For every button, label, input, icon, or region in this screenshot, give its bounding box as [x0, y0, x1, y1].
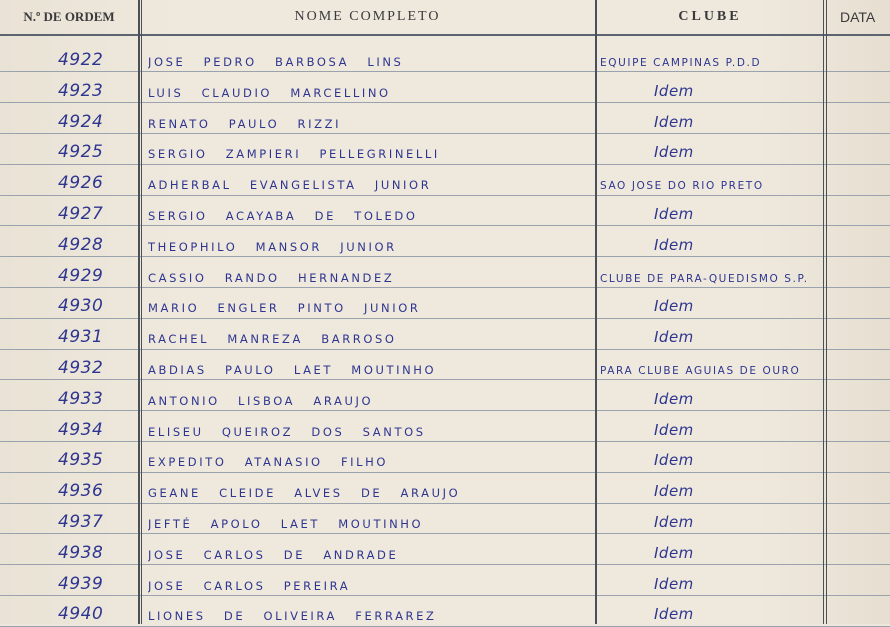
header-nome-completo: NOME COMPLETO — [294, 9, 441, 24]
order-number: 4926 — [58, 173, 104, 194]
full-name: ANTONIO LISBOA ARAUJO — [148, 393, 374, 408]
ledger-row — [0, 133, 890, 164]
ledger-row — [0, 226, 890, 257]
ledger-row — [0, 411, 890, 442]
ledger-row — [0, 164, 890, 195]
club-name: PARA CLUBE AGUIAS DE OURO — [600, 365, 801, 377]
full-name: RENATO PAULO RIZZI — [148, 116, 342, 131]
ledger-row — [0, 318, 890, 349]
full-name: ADHERBAL EVANGELISTA JUNIOR — [148, 178, 432, 193]
full-name: LIONES DE OLIVEIRA FERRAREZ — [148, 609, 437, 624]
column-divider-ordem-inner — [141, 0, 142, 624]
ledger-row — [0, 103, 890, 134]
header-clube: CLUBE — [678, 9, 742, 24]
full-name: SERGIO ZAMPIERI PELLEGRINELLI — [148, 147, 440, 162]
order-number: 4929 — [58, 265, 104, 286]
order-number: 4940 — [58, 604, 104, 625]
order-number: 4938 — [58, 542, 104, 563]
order-number: 4936 — [58, 481, 104, 502]
ledger-row — [0, 257, 890, 288]
order-number: 4934 — [58, 419, 104, 440]
ledger-row — [0, 441, 890, 472]
full-name: JOSE CARLOS DE ANDRADE — [148, 547, 399, 562]
column-divider-clube-inner — [826, 0, 827, 624]
order-number: 4923 — [58, 80, 104, 101]
full-name: GEANE CLEIDE ALVES DE ARAUJO — [148, 486, 461, 501]
full-name: ABDIAS PAULO LAET MOUTINHO — [148, 363, 437, 377]
club-name: Idem — [654, 143, 694, 162]
column-divider-clube — [823, 0, 824, 624]
full-name: RACHEL MANREZA BARROSO — [148, 332, 397, 347]
order-number: 4939 — [58, 573, 104, 594]
club-name: Idem — [654, 451, 694, 470]
ledger-row — [0, 472, 890, 503]
club-name: Idem — [654, 235, 694, 254]
header-data: DATA — [840, 9, 876, 25]
club-name: Idem — [654, 605, 694, 624]
club-name: Idem — [654, 420, 694, 439]
club-name: EQUIPE CAMPINAS P.D.D — [600, 57, 762, 69]
order-number: 4924 — [58, 111, 104, 132]
full-name: JOSE PEDRO BARBOSA LINS — [148, 55, 404, 69]
order-number: 4925 — [58, 142, 104, 163]
club-name: Idem — [654, 205, 694, 223]
full-name: JEFTÉ APOLO LAET MOUTINHO — [148, 517, 424, 531]
order-number: 4927 — [58, 204, 104, 224]
ledger-row — [0, 72, 890, 103]
ledger-row — [0, 380, 890, 411]
club-name: Idem — [654, 112, 694, 131]
full-name: THEOPHILO MANSOR JUNIOR — [148, 239, 397, 254]
order-number: 4935 — [58, 450, 104, 471]
order-number: 4931 — [58, 327, 104, 348]
ledger-row — [0, 287, 890, 318]
order-number: 4933 — [58, 388, 104, 409]
ledger-row — [0, 565, 890, 596]
header-ordem: N.º DE ORDEM — [23, 9, 115, 24]
ledger-row — [0, 595, 890, 626]
order-number: 4928 — [58, 234, 104, 255]
club-name: CLUBE DE PARA-QUEDISMO S.P. — [600, 272, 809, 285]
club-name: Idem — [654, 543, 694, 562]
full-name: LUIS CLAUDIO MARCELLINO — [148, 85, 391, 100]
club-name: Idem — [654, 297, 694, 316]
full-name: JOSE CARLOS PEREIRA — [148, 578, 351, 593]
ledger-row — [0, 195, 890, 226]
order-number: 4932 — [58, 358, 104, 378]
club-name: Idem — [654, 328, 694, 347]
club-name: Idem — [654, 482, 694, 501]
column-divider-nome — [595, 0, 597, 624]
club-name: SÃO JOSE DO RIO PRETO — [600, 180, 764, 193]
header-rule — [0, 34, 890, 36]
club-name: Idem — [654, 389, 694, 408]
column-divider-ordem — [138, 0, 140, 624]
ledger-row — [0, 41, 890, 72]
full-name: CASSIO RANDO HERNANDEZ — [148, 270, 395, 285]
ledger-row — [0, 349, 890, 380]
full-name: SERGIO ACAYABA DE TOLEDO — [148, 209, 418, 223]
club-name: Idem — [654, 81, 694, 100]
order-number: 4930 — [58, 296, 104, 317]
ledger-row — [0, 503, 890, 534]
full-name: MARIO ENGLER PINTO JUNIOR — [148, 301, 421, 316]
ledger-row — [0, 534, 890, 565]
order-number: 4937 — [58, 512, 104, 532]
order-number: 4922 — [58, 50, 104, 70]
club-name: Idem — [654, 513, 694, 531]
full-name: EXPEDITO ATANASIO FILHO — [148, 455, 389, 470]
full-name: ELISEU QUEIROZ DOS SANTOS — [148, 424, 426, 439]
club-name: Idem — [654, 574, 694, 593]
